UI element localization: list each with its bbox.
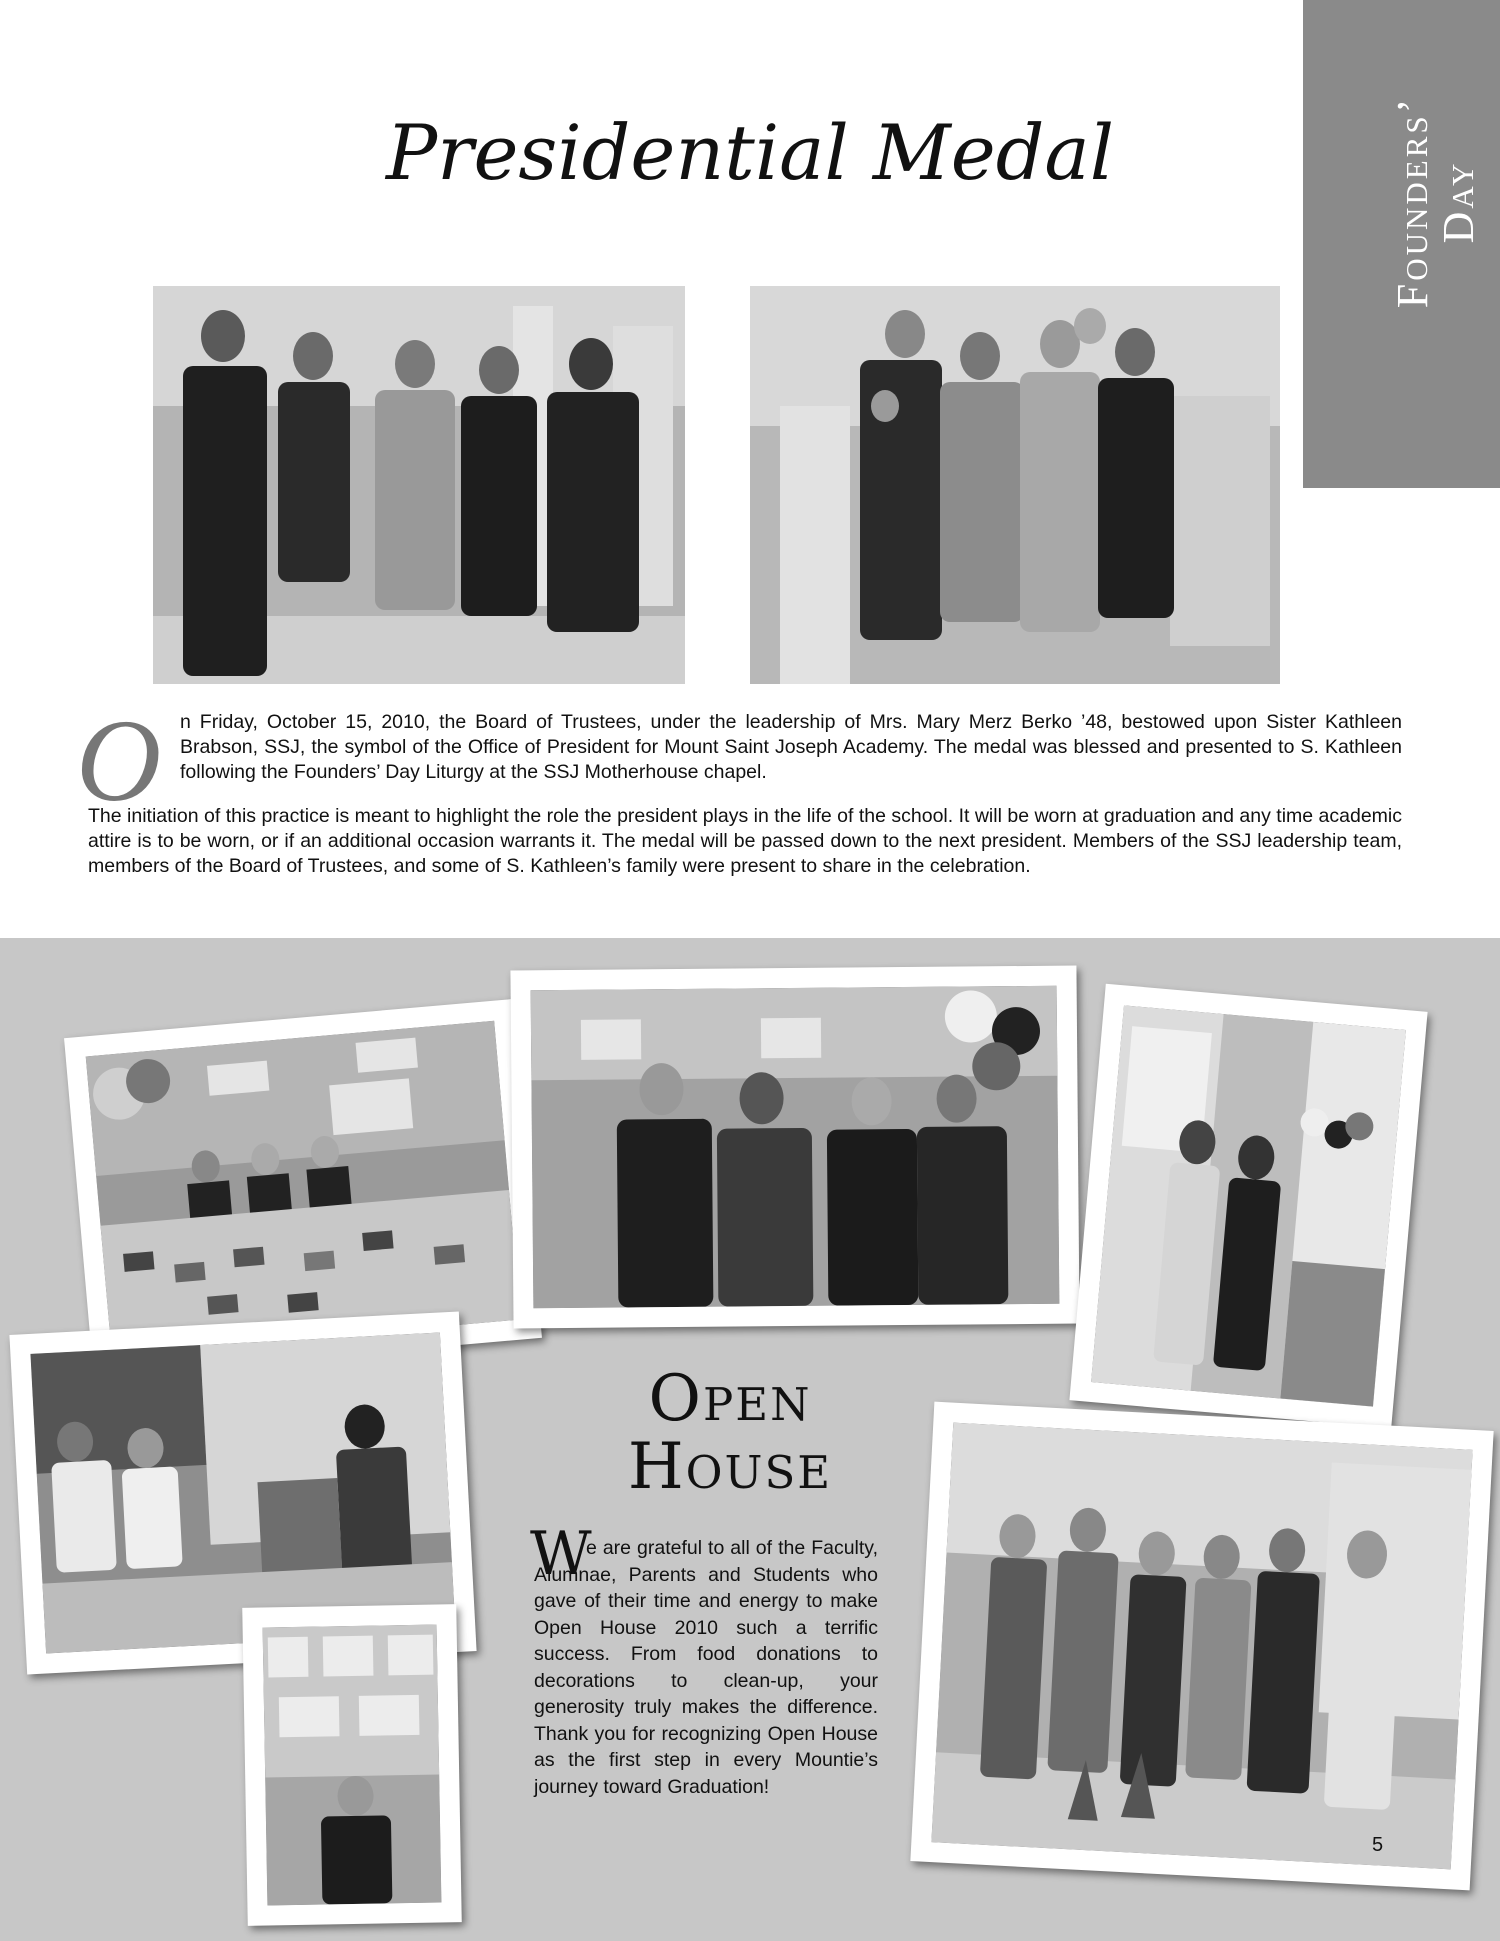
photo-medal-group-2: [750, 286, 1280, 684]
photo-language-club-students: [510, 966, 1079, 1329]
presidential-paragraph-2: The initiation of this practice is meant to highlight the role the president plays in the life of the school. It will be worn at graduation and any time academic attire is to be worn, or if an additional occasion warrants it. The medal will be passed down to the next president. Members of the SSJ leadership team, members of the Board of Trustees, and some of S. Kathleen’s family were present to share in the celebration.: [88, 805, 1402, 877]
page-number: 5: [1372, 1834, 1384, 1856]
presidential-medal-title: Presidential Medal: [385, 108, 1114, 197]
open-house-title: [580, 1362, 880, 1504]
open-house-first-words: e are grateful to all of the: [586, 1537, 806, 1559]
tab-line-2: Day: [1434, 160, 1483, 244]
open-house-paragraph: [534, 1535, 878, 1800]
dropcap-o: O: [76, 695, 162, 826]
open-house-body: Faculty, Alumnae, Parents and Students who gave of their time and energy to make Open House 2010 such a terrific success. From food donations to decorations to clean-up, your generosity truly makes the difference. Thank you for recognizing Open House as the first step in every Mountie’s journey toward Graduation!: [534, 1537, 879, 1798]
photo-welcome-entrance: [1069, 984, 1427, 1429]
founders-day-tab-label: [1390, 2, 1482, 402]
photo-csc-student: [242, 1604, 462, 1926]
photo-volunteer-group-men: [910, 1402, 1493, 1891]
dropcap-w: W: [530, 1519, 592, 1589]
open-house-title-line-2: House: [627, 1430, 833, 1504]
presidential-paragraph-1: n Friday, October 15, 2010, the Board of Trustees, under the leadership of Mrs. Mary Merz Berko ’48, bestowed upon Sister Kathleen Brabson, SSJ, the symbol of the Office of President for Mount Saint Joseph Academy. The medal was blessed and presented to S. Kathleen following the Founders’ Day Liturgy at the SSJ Motherhouse chapel.: [180, 711, 1402, 783]
open-house-title-line-1: Open: [648, 1362, 812, 1436]
photo-medal-group-1: [153, 286, 685, 684]
tab-line-1: Founders’: [1388, 95, 1437, 309]
